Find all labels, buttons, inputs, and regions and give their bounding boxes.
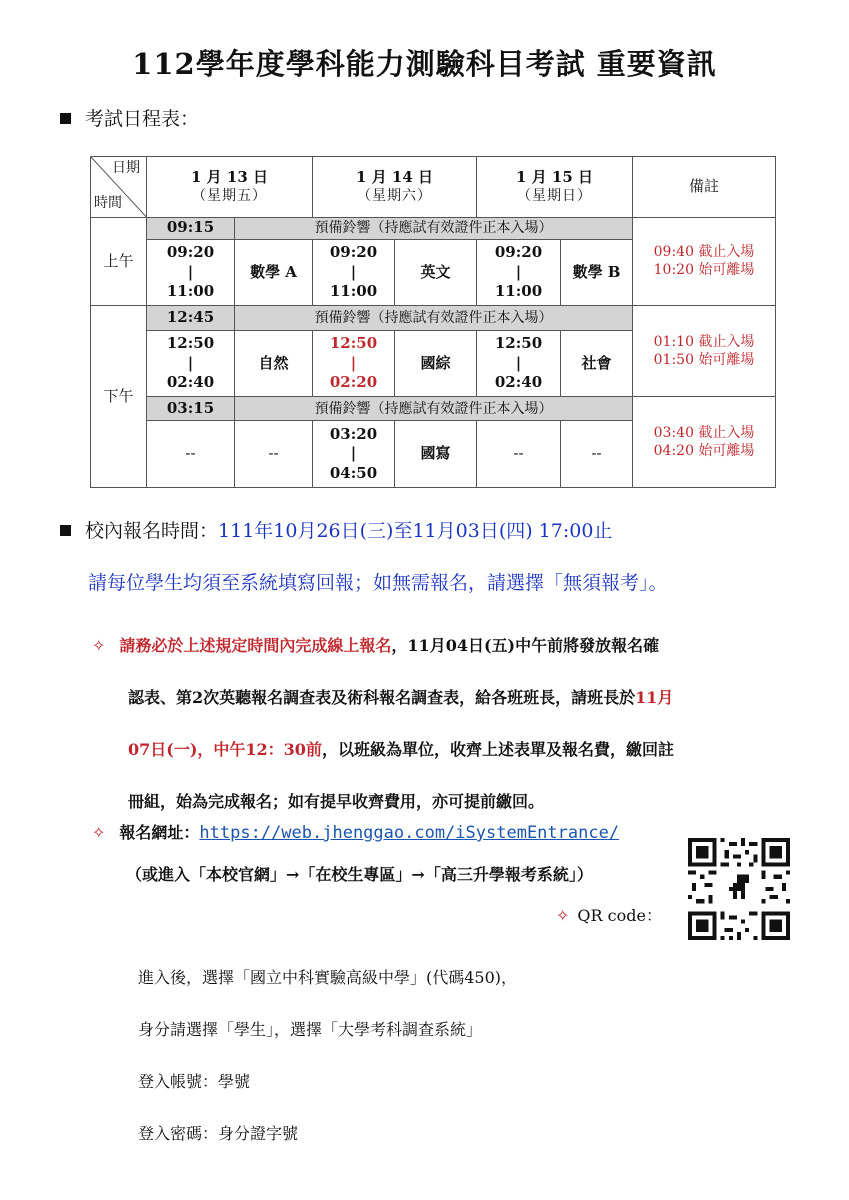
time-start: 12:50: [329, 334, 378, 353]
time-start: 09:20: [166, 243, 215, 262]
website-label: 報名網址：: [119, 823, 200, 842]
time-sep: |: [187, 262, 194, 281]
table-header-row: [91, 157, 776, 218]
pm2-d3-subject: --: [561, 421, 633, 488]
pm2-d2-time: [313, 421, 395, 488]
time-sep: |: [350, 262, 357, 281]
day-3-weekday: （星期日）: [517, 188, 593, 205]
day-1-date: 1 月 13 日: [191, 167, 268, 186]
pm2-bell-time: 03:15: [147, 397, 235, 421]
day-3-date: 1 月 15 日: [516, 167, 594, 186]
para-red-lead: 請務必於上述規定時間內完成線上報名: [119, 636, 392, 655]
time-start: 12:50: [494, 334, 543, 353]
website-line: [92, 820, 619, 843]
registration-notice: 請每位學生均須至系統填寫回報；如無需報名，請選擇「無須報考」。: [88, 572, 668, 594]
day-1-weekday: （星期五）: [192, 188, 267, 205]
para-text-3: ，以班級為單位，收齊上述表單及報名費，繳回註: [321, 740, 674, 759]
instruction-line: 進入後，選擇「國立中科實驗高級中學」(代碼450)，: [138, 968, 518, 987]
pm1-d2-time: [313, 330, 395, 397]
para-text-2: 認表、第2次英聽報名調查表及術科報名調查表，給各班班長，請班長於: [128, 688, 636, 707]
time-end: 02:40: [494, 373, 543, 392]
website-path: （或進入「本校官網」→「在校生專區」→「高三升學報考系統」）: [126, 865, 593, 884]
pm1-bell-text: 預備鈴響（持應試有效證件正本入場）: [235, 306, 633, 330]
time-sep: |: [350, 444, 357, 463]
deadline-paragraph: [92, 620, 792, 828]
diamond-star-icon: ✧: [92, 823, 106, 842]
time-sep: |: [515, 353, 522, 372]
day-header-1: [147, 157, 313, 218]
time-end: 11:00: [329, 282, 378, 301]
am-bell-time: 09:15: [147, 217, 235, 239]
instruction-line: 登入密碼：身分證字號: [138, 1124, 299, 1143]
corner-cell: [91, 157, 147, 218]
time-end: 02:40: [166, 373, 215, 392]
registration-period: [60, 516, 612, 543]
pm2-d1-time: --: [147, 421, 235, 488]
qr-code-icon[interactable]: [688, 838, 790, 940]
pm1-note-2: 01:50 始可離場: [653, 352, 755, 369]
am-d2-time: [313, 239, 395, 306]
square-bullet-icon: [60, 525, 71, 536]
pm2-note-1: 03:40 截止入場: [653, 424, 755, 441]
pm2-d2-subject: 國寫: [395, 421, 477, 488]
am-remarks: [633, 217, 776, 306]
time-sep: |: [515, 262, 522, 281]
para-line-1: [92, 620, 792, 672]
day-2-date: 1 月 14 日: [356, 167, 434, 186]
diamond-star-icon: ✧: [556, 906, 570, 925]
remarks-header: 備註: [633, 157, 776, 218]
time-end: 02:20: [329, 373, 378, 392]
corner-time-label: 時間: [94, 195, 122, 212]
pm1-d3-time: [477, 330, 561, 397]
para-text-1: ，11月04日(五)中午前將發放報名確: [391, 636, 660, 655]
pm1-d2-subject: 國綜: [395, 330, 477, 397]
pm1-remarks: [633, 306, 776, 397]
pm1-d1-time: [147, 330, 235, 397]
para-text-4: 冊組，始為完成報名；如有提早收齊費用，亦可提前繳回。: [128, 792, 545, 811]
pm2-d3-time: --: [477, 421, 561, 488]
time-end: 11:00: [166, 282, 215, 301]
login-instructions: [138, 952, 517, 1160]
registration-url-link[interactable]: https://web.jhenggao.com/iSystemEntrance/: [199, 823, 620, 843]
day-header-3: [477, 157, 633, 218]
pm1-bell-row: [91, 306, 776, 330]
square-bullet-icon: [60, 113, 71, 124]
pm1-d1-subject: 自然: [235, 330, 313, 397]
pm2-d1-subject: --: [235, 421, 313, 488]
para-line-3: [92, 724, 792, 776]
pm1-d3-subject: 社會: [561, 330, 633, 397]
qr-label: [556, 903, 662, 926]
time-start: 03:20: [329, 424, 378, 443]
am-d1-subject: 數學 A: [235, 239, 313, 306]
corner-date-label: 日期: [112, 160, 140, 176]
time-end: 04:50: [329, 463, 378, 482]
am-d3-time: [477, 239, 561, 306]
time-sep: |: [187, 353, 194, 372]
time-sep: |: [350, 353, 357, 372]
para-red-2: 11月: [635, 688, 674, 707]
schedule-heading-text: 考試日程表：: [85, 108, 200, 130]
am-note-1: 09:40 截止入場: [653, 244, 755, 261]
schedule-heading: [60, 104, 199, 131]
am-note-2: 10:20 始可離場: [653, 262, 755, 279]
pm2-note-2: 04:20 始可離場: [653, 443, 755, 460]
time-start: 12:50: [166, 334, 215, 353]
para-line-2: [92, 672, 792, 724]
day-header-2: [313, 157, 477, 218]
pm1-bell-time: 12:45: [147, 306, 235, 330]
am-d2-subject: 英文: [395, 239, 477, 306]
exam-schedule-table: [90, 156, 776, 488]
am-d1-time: [147, 239, 235, 306]
am-label: 上午: [91, 217, 147, 306]
am-bell-row: [91, 217, 776, 239]
para-red-3: 07日(一)，中午12：30前: [128, 740, 322, 759]
time-start: 09:20: [329, 243, 378, 262]
pm2-bell-row: [91, 397, 776, 421]
time-start: 09:20: [494, 243, 543, 262]
pm2-remarks: [633, 397, 776, 488]
page-title: 112學年度學科能力測驗科目考試 重要資訊: [132, 47, 717, 81]
registration-label: 校內報名時間：: [85, 520, 219, 542]
instruction-line: 登入帳號：學號: [138, 1072, 251, 1091]
pm-label: 下午: [91, 306, 147, 488]
am-d3-subject: 數學 B: [561, 239, 633, 306]
instruction-line: 身分請選擇「學生」，選擇「大學考科調查系統」: [138, 1020, 483, 1039]
am-bell-text: 預備鈴響（持應試有效證件正本入場）: [235, 217, 633, 239]
pm1-note-1: 01:10 截止入場: [653, 334, 755, 351]
qr-label-text: QR code：: [577, 906, 662, 925]
diamond-star-icon: ✧: [92, 636, 106, 655]
registration-dates: 111年10月26日(三)至11月03日(四) 17:00止: [218, 520, 613, 542]
day-2-weekday: （星期六）: [357, 188, 433, 205]
pm2-bell-text: 預備鈴響（持應試有效證件正本入場）: [235, 397, 633, 421]
time-end: 11:00: [494, 282, 543, 301]
